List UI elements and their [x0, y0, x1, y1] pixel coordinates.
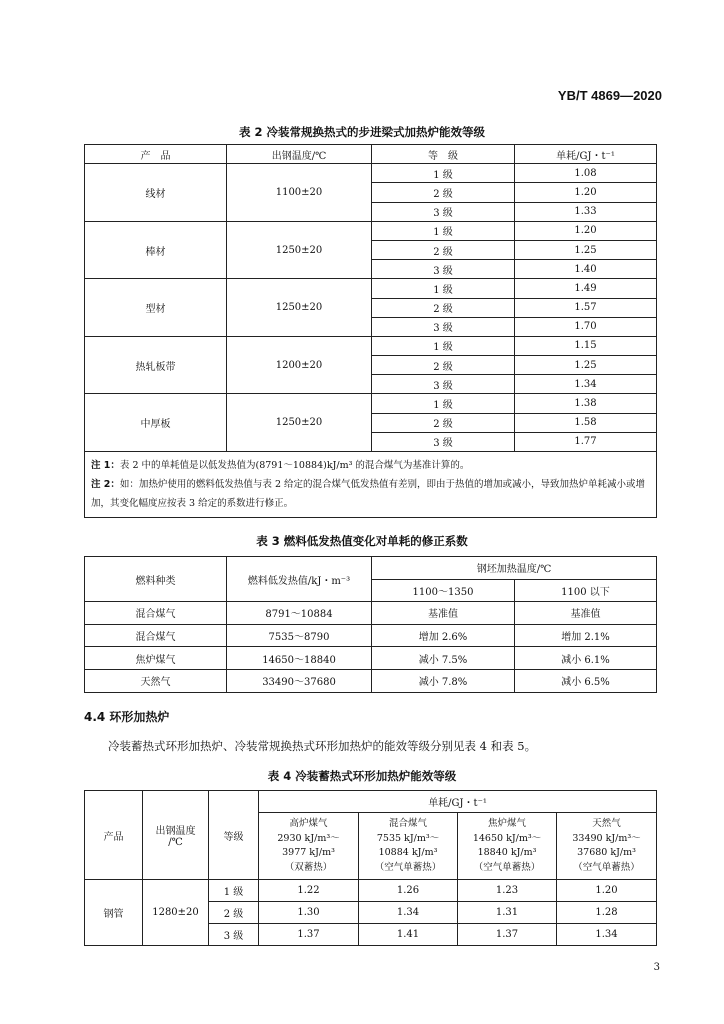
- value-cell: 1.20: [515, 221, 657, 240]
- grade-cell: 3 级: [372, 260, 515, 279]
- fuel-name: 焦炉煤气: [487, 818, 526, 829]
- sub-header-a: 1100～1350: [372, 579, 515, 602]
- value-cell: 1.49: [515, 279, 657, 298]
- product-cell: 棒材: [85, 221, 227, 279]
- value-cell: 1.41: [359, 924, 458, 946]
- heat-cell: 14650～18840: [227, 647, 372, 670]
- table2-caption: 表 2 冷装常规换热式的步进梁式加热炉能效等级: [238, 125, 485, 139]
- value-cell: 1.37: [259, 924, 359, 946]
- fuel-cell: 天然气: [85, 669, 227, 692]
- coef-b-cell: 减小 6.5%: [515, 669, 657, 692]
- grade-cell: 1 级: [372, 221, 515, 240]
- table2-header: 产 品: [85, 145, 227, 164]
- value-cell: 1.34: [359, 902, 458, 924]
- table-row: [85, 336, 657, 355]
- value-cell: 1.08: [515, 164, 657, 183]
- standard-code: YB/T 4869—2020: [557, 88, 662, 103]
- grade-cell: 3 级: [372, 432, 515, 451]
- col-temp-header: 钢坯加热温度/℃: [372, 557, 657, 580]
- fuel-range-start: 14650 kJ/m³～: [472, 832, 542, 844]
- table2-header: 等 级: [372, 145, 515, 164]
- fuel-range-end: 10884 kJ/m³: [378, 847, 438, 858]
- product-cell: 热轧板带: [85, 336, 227, 394]
- fuel-range-start: 7535 kJ/m³～: [376, 832, 440, 844]
- coef-b-cell: 基准值: [515, 602, 657, 625]
- product-cell: 线材: [85, 164, 227, 222]
- fuel-header: [259, 813, 359, 880]
- fuel-cell: 混合煤气: [85, 602, 227, 625]
- note-1-label: 注 1：: [91, 460, 120, 471]
- fuel-mode: （双蓄热）: [284, 861, 333, 873]
- table-row: [85, 669, 657, 692]
- fuel-range-start: 2930 kJ/m³～: [277, 832, 340, 844]
- grade-cell: 2 级: [209, 902, 259, 924]
- fuel-header: [458, 813, 557, 880]
- heat-cell: 8791～10884: [227, 602, 372, 625]
- fuel-name: 天然气: [592, 818, 621, 829]
- value-cell: 1.31: [458, 902, 557, 924]
- fuel-cell: 混合煤气: [85, 624, 227, 647]
- table3-caption: 表 3 燃料低发热值变化对单耗的修正系数: [256, 534, 468, 548]
- section-heading: 4.4 环形加热炉: [84, 710, 170, 724]
- coef-a-cell: 减小 7.5%: [372, 647, 515, 670]
- col-temp-header: [143, 791, 209, 880]
- grade-cell: 1 级: [372, 279, 515, 298]
- value-cell: 1.30: [259, 902, 359, 924]
- coef-a-cell: 基准值: [372, 602, 515, 625]
- section-paragraph: 冷装蓄热式环形加热炉、冷装常规换热式环形加热炉的能效等级分别见表 4 和表 5。: [108, 739, 537, 753]
- fuel-range-end: 18840 kJ/m³: [477, 847, 537, 858]
- temp-cell: 1250±20: [227, 221, 372, 279]
- coef-a-cell: 减小 7.8%: [372, 669, 515, 692]
- table3: [84, 556, 657, 693]
- product-cell: 钢管: [85, 880, 143, 946]
- table-row: [85, 394, 657, 413]
- fuel-header: [557, 813, 657, 880]
- product-cell: 型材: [85, 279, 227, 337]
- fuel-range-end: 3977 kJ/m³: [282, 847, 335, 858]
- value-cell: 1.26: [359, 880, 458, 902]
- value-cell: 1.37: [458, 924, 557, 946]
- heat-cell: 7535～8790: [227, 624, 372, 647]
- table2-header: 出钢温度/℃: [227, 145, 372, 164]
- value-cell: 1.28: [557, 902, 657, 924]
- coef-b-cell: 减小 6.1%: [515, 647, 657, 670]
- table-row: [85, 602, 657, 625]
- table-row: [85, 279, 657, 298]
- temp-cell: 1100±20: [227, 164, 372, 222]
- col-grade-header: 等级: [209, 791, 259, 880]
- value-cell: 1.33: [515, 202, 657, 221]
- value-cell: 1.70: [515, 317, 657, 336]
- note-2: [91, 475, 650, 513]
- table2-header: 单耗/GJ・t⁻¹: [515, 145, 657, 164]
- temp-cell: 1280±20: [143, 880, 209, 946]
- value-cell: 1.20: [515, 183, 657, 202]
- heat-cell: 33490～37680: [227, 669, 372, 692]
- grade-cell: 3 级: [372, 202, 515, 221]
- table4-caption: 表 4 冷装蓄热式环形加热炉能效等级: [267, 769, 457, 783]
- table2: [84, 144, 657, 518]
- table-row: [85, 647, 657, 670]
- temp-cell: 1200±20: [227, 336, 372, 394]
- grade-cell: 2 级: [372, 183, 515, 202]
- temp-cell: 1250±20: [227, 394, 372, 452]
- grade-cell: 3 级: [372, 317, 515, 336]
- grade-cell: 2 级: [372, 413, 515, 432]
- grade-cell: 1 级: [372, 336, 515, 355]
- table-row: [85, 880, 657, 902]
- value-cell: 1.20: [557, 880, 657, 902]
- grade-cell: 2 级: [372, 356, 515, 375]
- table3-header-row: [85, 557, 657, 580]
- grade-cell: 2 级: [372, 240, 515, 259]
- value-cell: 1.57: [515, 298, 657, 317]
- table2-notes-row: [85, 452, 657, 518]
- fuel-header: [359, 813, 458, 880]
- fuel-name: 混合煤气: [388, 818, 427, 829]
- note-2-text: 如：加热炉使用的燃料低发热值与表 2 给定的混合煤气低发热值有差别，即由于热值的增加或减小，导致加热炉单耗减小或增加，其变化幅度应按表 3 给定的系数进行修正。: [91, 479, 646, 509]
- coef-b-cell: 增加 2.1%: [515, 624, 657, 647]
- fuel-mode: （空气单蓄热）: [473, 861, 541, 873]
- value-cell: 1.23: [458, 880, 557, 902]
- page-number: 3: [653, 962, 660, 973]
- grade-cell: 3 级: [372, 375, 515, 394]
- note-1-text: 表 2 中的单耗值是以低发热值为(8791～10884)kJ/m³ 的混合煤气为基准计算的。: [119, 460, 470, 471]
- col-heat-header: 燃料低发热值/kJ・m⁻³: [227, 557, 372, 602]
- table2-header-row: [85, 145, 657, 164]
- value-cell: 1.77: [515, 432, 657, 451]
- table4-header-row: [85, 791, 657, 813]
- col-product-header: 产品: [85, 791, 143, 880]
- note-2-label: 注 2：: [91, 479, 120, 490]
- grade-cell: 1 级: [209, 880, 259, 902]
- fuel-name: 高炉煤气: [289, 818, 328, 829]
- col-temp-line2: /℃: [168, 837, 183, 848]
- grade-cell: 2 级: [372, 298, 515, 317]
- col-temp-line1: 出钢温度: [155, 826, 196, 837]
- table-row: [85, 164, 657, 183]
- fuel-range-start: 33490 kJ/m³～: [572, 832, 641, 844]
- value-cell: 1.58: [515, 413, 657, 432]
- value-cell: 1.25: [515, 240, 657, 259]
- col-unit-header: 单耗/GJ・t⁻¹: [259, 791, 657, 813]
- value-cell: 1.25: [515, 356, 657, 375]
- table-row: [85, 221, 657, 240]
- value-cell: 1.34: [557, 924, 657, 946]
- fuel-mode: （空气单蓄热）: [374, 861, 442, 873]
- grade-cell: 1 级: [372, 394, 515, 413]
- coef-a-cell: 增加 2.6%: [372, 624, 515, 647]
- fuel-mode: （空气单蓄热）: [573, 861, 640, 873]
- table-row: [85, 624, 657, 647]
- table2-notes: [85, 452, 657, 518]
- value-cell: 1.34: [515, 375, 657, 394]
- grade-cell: 1 级: [372, 164, 515, 183]
- sub-header-b: 1100 以下: [515, 579, 657, 602]
- note-1: [91, 456, 650, 475]
- temp-cell: 1250±20: [227, 279, 372, 337]
- fuel-cell: 焦炉煤气: [85, 647, 227, 670]
- value-cell: 1.40: [515, 260, 657, 279]
- product-cell: 中厚板: [85, 394, 227, 452]
- value-cell: 1.15: [515, 336, 657, 355]
- grade-cell: 3 级: [209, 924, 259, 946]
- col-fuel-header: 燃料种类: [85, 557, 227, 602]
- value-cell: 1.38: [515, 394, 657, 413]
- fuel-range-end: 37680 kJ/m³: [577, 847, 636, 858]
- table4: [84, 790, 657, 946]
- value-cell: 1.22: [259, 880, 359, 902]
